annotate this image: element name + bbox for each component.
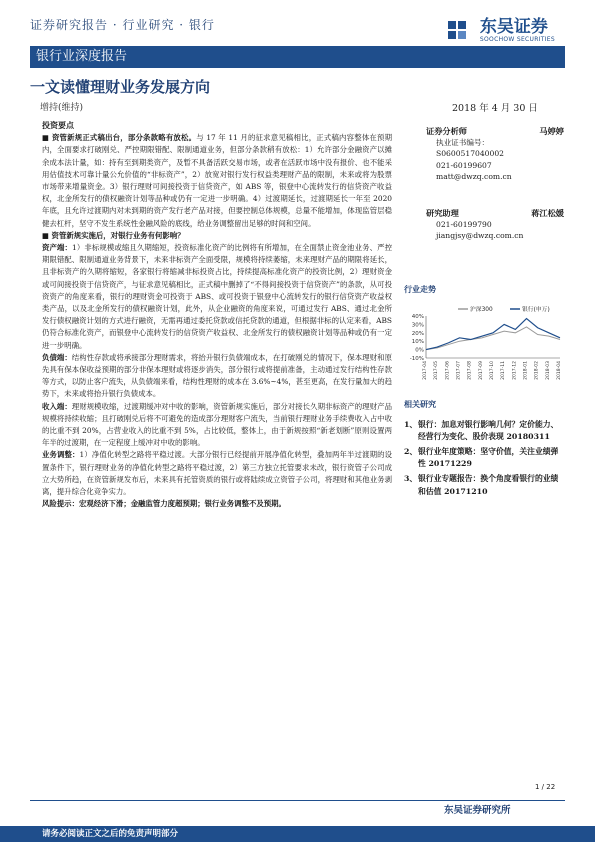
analyst-panel bbox=[404, 126, 564, 295]
x-tick-label: 2017-12 bbox=[512, 361, 518, 380]
x-tick-label: 2017-10 bbox=[490, 361, 495, 380]
related-num: 1、 bbox=[404, 419, 418, 429]
analyst-email[interactable]: matt@dwzq.com.cn bbox=[436, 171, 512, 181]
x-tick-label: 2018-03 bbox=[545, 361, 551, 380]
related-title: 银行业年度策略：坚守价值，关注业绩弹性 20171229 bbox=[418, 446, 559, 469]
paragraph bbox=[42, 401, 392, 450]
disclaimer-band: 请务必阅读正文之后的免责声明部分 bbox=[0, 826, 595, 842]
paragraph-text: 宏观经济下滑；金融监管力度超预期；银行业务调整不及预期。 bbox=[78, 499, 286, 509]
related-item[interactable] bbox=[404, 446, 564, 471]
paragraph bbox=[42, 230, 392, 242]
analyst-name: 马婷婷 bbox=[539, 126, 564, 136]
legend-label: 银行(申万) bbox=[522, 307, 550, 313]
paragraph-lead: ■ 资管新规实施后，对银行业务有何影响？ bbox=[42, 230, 185, 240]
x-tick-label: 2017-08 bbox=[467, 361, 473, 380]
logo-en-text: SOOCHOW SECURITIES bbox=[479, 36, 555, 43]
paragraph bbox=[42, 498, 392, 510]
y-tick-label: 0% bbox=[415, 347, 424, 354]
y-tick-label: -10% bbox=[409, 356, 424, 362]
paragraph bbox=[42, 132, 392, 230]
trend-heading: 行业走势 bbox=[404, 283, 436, 294]
analyst-label: 证券分析师 bbox=[426, 126, 467, 136]
report-breadcrumb: 证券研究报告 · 行业研究 · 银行 bbox=[30, 18, 215, 32]
firm-name: 东吴证券研究所 bbox=[444, 805, 511, 816]
x-tick-label: 2017-11 bbox=[501, 361, 507, 380]
related-title: 银行：加息对银行影响几何？定价能力、经营行为变化、股价表现 20180311 bbox=[418, 419, 559, 442]
paragraph-text: 1）净值化转型之路将平稳过渡。大部分银行已经提前开展净值化转型，叠加两年半过渡期的设置条件下，银行理财业务的净值化转型之路将平稳过渡，2）第三方独立托管要求未改，银行资管子公司成立大势所趋，在资管新规发布后，未来具有托管资质的银行或将陆续成立资管子公司，将理财和其他业务剥离，提升综合化竞争实力。 bbox=[42, 450, 392, 497]
logo-mark-icon bbox=[448, 21, 476, 41]
assistant-label: 研究助理 bbox=[426, 208, 459, 219]
paragraph bbox=[42, 242, 392, 352]
x-tick-label: 2018-02 bbox=[534, 361, 540, 380]
paragraph-lead: 资产端： bbox=[42, 243, 73, 253]
series-line-0 bbox=[426, 327, 560, 350]
main-body bbox=[42, 119, 392, 511]
logo-cn-text: 东吴证券 bbox=[479, 17, 548, 37]
paragraph-lead: 风险提示： bbox=[42, 499, 79, 509]
paragraph bbox=[42, 449, 392, 498]
x-tick-label: 2017-04 bbox=[423, 361, 428, 380]
legend-label: 沪深300 bbox=[470, 307, 493, 313]
assistant-phone: 021-60199790 bbox=[436, 220, 492, 230]
assistant-name: 蒋江松媛 bbox=[531, 208, 564, 219]
industry-trend-chart bbox=[402, 302, 564, 390]
related-num: 3、 bbox=[404, 473, 418, 483]
related-heading: 相关研究 bbox=[404, 399, 436, 409]
x-tick-label: 2018-04 bbox=[557, 361, 562, 380]
paragraph-text: 1）非标规模或缩且久期缩短，投资标准化资产的比例将有所增加，在全面禁止资金池业务、严控期限错配、限制通道业务背景下，未来非标资产全面受限，规模将持续萎缩，未来理财产品的期限将延长，且非标资产的久期将缩短，各家银行将缩减非标投资占比，持续提高标准化资产的投资比例，2）理财资金或可间接投资于信贷资产，与征求意见稿相比，正式稿中删掉了“不得间接投资于信贷资产”的条款，从可投资资产的角度来看，银行的理财资金可投资于 ABS、或可投资于银登中心流转发行的银行信贷资产收益权类产品，以及北金所发行的债权融资计划，此外，从企业融资的角度来说，可通过发行 ABS、通过北金所发行债权融资计划的方式进行融资，无需再通过委托贷款或信托贷款的通道，但根据非标的认定来看，ABS 仍符合标准化资产，而银登中心流转发行的信贷资产收益权、北金所发行的债权融资计划等品种或仍有一定进一步明确。 bbox=[42, 243, 392, 350]
x-tick-label: 2017-06 bbox=[445, 361, 451, 380]
related-item[interactable] bbox=[404, 473, 564, 498]
paragraph-text: 结构性存款或将承接部分理财需求，将抬升银行负债端成本，在打破刚兑的情况下，保本理财和原先具有保本保收益预期的部分非保本理财或将逐步消失，部分银行或将提前准备，主动通过发行结构性存款等方式，以防止客户流失，从负债端来看，结构性理财的成本在 3.6%~4%，甚至更高，在发行量加大的趋势下，未来或将抬升银行负债成本。 bbox=[42, 352, 392, 399]
paragraph-text: 理财规模收缩，过渡期缓冲对中收的影响，资管新规实施后，部分对接长久期非标资产的理财产品规模将持续收缩；且打破刚兑后将不可避免的造成部分理财客户流失，当前银行理财业务手续费收入占中收的比重不到 20%，占营业收入的比重不到 5%，占比较低，整体上，由于新规按照“新老划断”原则设置两年半的过渡期，在一定程度上缓冲对中收的影响。 bbox=[42, 401, 392, 448]
report-title: 一文读懂理财业务发展方向 bbox=[30, 78, 211, 96]
analyst-phone: 021-60199607 bbox=[436, 160, 492, 170]
paragraph-lead: ■ 资管新规正式稿出台，部分条款略有放松。 bbox=[42, 133, 197, 143]
soochow-logo bbox=[448, 18, 555, 43]
related-research bbox=[404, 392, 564, 500]
paragraph-lead: 负债端： bbox=[42, 352, 72, 362]
y-tick-label: 30% bbox=[411, 322, 424, 329]
x-tick-label: 2017-07 bbox=[456, 361, 462, 380]
footer-divider bbox=[30, 800, 565, 801]
x-tick-label: 2017-09 bbox=[478, 361, 484, 380]
paragraph-text: 与 17 年 11 月的征求意见稿相比，正式稿内容整体在预期内，全面要求打破刚兑、严控期限错配、限制通道业务，但部分条款稍有放松：1）允许部分金融资产以摊余成本法计量，如：持有至到期类资产，及暂不具备活跃交易市场，或者在活跃市场中没有报价、也不能采用估值技术可靠计量公允价值的“非标资产”，2）放宽对银行发行权益类理财产品的限制，未来或将为股票市场带来增量资金。3）银行理财可间接投资于信贷资产，如 ABS 等，银登中心流转发行的信贷资产收益权，北金所发行的债权融资计划等品种或仍有一定进一步明确。4）过渡期延长，过渡期延长一年至 2020 年底，且允许过渡期内对未到期的资产发行老产品对接，但要控制总体规模，总量不能增加，体现监管层稳健去杠杆，坚守不发生系统性金融风险的底线，给业务调整留出足够的时间和空间。 bbox=[42, 133, 392, 228]
x-tick-label: 2017-05 bbox=[434, 361, 440, 380]
related-num: 2、 bbox=[404, 446, 418, 456]
paragraph bbox=[42, 352, 392, 401]
y-tick-label: 20% bbox=[411, 330, 424, 337]
section-title: 投资要点 bbox=[42, 120, 74, 130]
x-tick-label: 2018-01 bbox=[523, 361, 529, 380]
y-tick-label: 40% bbox=[411, 314, 424, 320]
report-date: 2018 年 4 月 30 日 bbox=[452, 103, 538, 114]
analyst-cert: 执业证书编号： bbox=[436, 138, 490, 148]
paragraph-lead: 业务调整： bbox=[42, 450, 80, 460]
assistant-email[interactable]: jiangjsy@dwzq.com.cn bbox=[436, 231, 524, 241]
analyst-id: S0600517040002 bbox=[436, 149, 505, 159]
related-item[interactable] bbox=[404, 419, 564, 444]
report-type-band: 银行业深度报告 bbox=[30, 46, 565, 68]
y-tick-label: 10% bbox=[411, 339, 424, 346]
rating: 增持(维持) bbox=[40, 103, 84, 113]
paragraph-lead: 收入端： bbox=[42, 401, 72, 411]
page-number: 1 / 22 bbox=[535, 783, 556, 791]
related-title: 银行业专题报告：换个角度看银行的业绩和估值 20171210 bbox=[418, 473, 559, 496]
